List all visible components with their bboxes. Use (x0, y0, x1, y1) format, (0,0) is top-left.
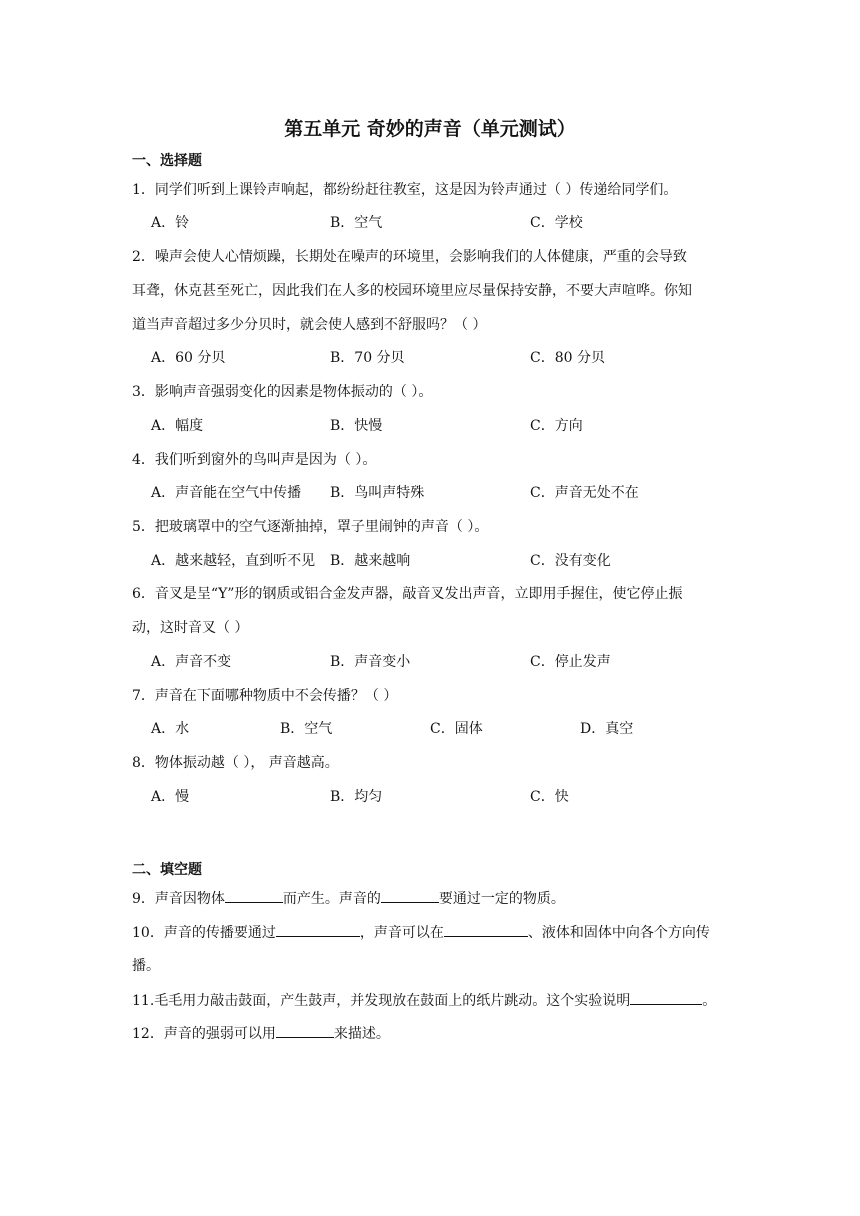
question-6-option-c: C．停止发声 (530, 654, 611, 670)
question-5-option-a: A．越来越轻，直到听不见 (151, 553, 316, 569)
question-2-line-3: 道当声音超过多少分贝时，就会使人感到不舒服吗？（ ） (132, 317, 487, 333)
question-6-option-b: B．声音变小 (330, 654, 411, 670)
question-3-option-c: C．方向 (530, 418, 583, 434)
question-4-option-a: A．声音能在空气中传播 (151, 485, 302, 501)
question-6-line-2: 动，这时音叉（ ） (132, 620, 249, 636)
question-10 (132, 922, 710, 943)
question-7-option-c: C．固体 (430, 721, 483, 737)
question-8-option-c: C．快 (530, 789, 569, 805)
question-8-option-a: A．慢 (151, 789, 190, 805)
question-10-part-3: 、液体和固体中向各个方向传 (527, 925, 710, 941)
question-2-line-1: 2．噪声会使人心情烦躁，长期处在噪声的环境里，会影响我们的人体健康，严重的会导致 (132, 249, 687, 265)
question-9-part-3: 要通过一定的物质。 (438, 891, 565, 907)
question-1-option-a: A．铃 (151, 215, 190, 231)
question-8-stem: 8．物体振动越（ ）， 声音越高。 (132, 755, 339, 771)
question-4-option-b: B．鸟叫声特殊 (330, 485, 425, 501)
question-3-option-b: B．快慢 (330, 418, 383, 434)
section-heading-fill-blank: 二、填空题 (132, 862, 202, 878)
question-6-line-1: 6．音叉是呈“Y”形的钢质或铝合金发声器，敲音叉发出声音，立即用手握住，使它停止振 (132, 586, 683, 602)
question-3-option-a: A．幅度 (151, 418, 204, 434)
question-2-option-b: B．70 分贝 (330, 350, 405, 366)
question-8-option-b: B．均匀 (330, 789, 383, 805)
answer-blank[interactable] (276, 922, 360, 937)
question-2-option-c: C．80 分贝 (530, 350, 605, 366)
question-3-stem: 3．影响声音强弱变化的因素是物体振动的（ ）。 (132, 384, 433, 400)
answer-blank[interactable] (381, 888, 439, 903)
question-10-line-2: 播。 (132, 958, 160, 974)
answer-blank[interactable] (630, 990, 702, 1005)
question-5-option-b: B．越来越响 (330, 553, 411, 569)
question-12-part-1: 12．声音的强弱可以用 (132, 1026, 276, 1042)
question-1-stem: 1．同学们听到上课铃声响起，都纷纷赶往教室，这是因为铃声通过（ ）传递给同学们。 (132, 182, 678, 198)
question-12 (132, 1023, 390, 1044)
question-9-part-1: 9．声音因物体 (132, 891, 225, 907)
question-9-part-2: 而产生。声音的 (282, 891, 381, 907)
page-title: 第五单元 奇妙的声音（单元测试） (284, 118, 576, 140)
question-2-option-a: A．60 分贝 (151, 350, 226, 366)
question-12-part-2: 来描述。 (333, 1026, 390, 1042)
question-9 (132, 888, 565, 909)
question-10-part-2: ，声音可以在 (359, 925, 444, 941)
question-7-option-d: D．真空 (580, 721, 634, 737)
question-2-line-2: 耳聋，休克甚至死亡，因此我们在人多的校园环境里应尽量保持安静，不要大声喧哗。你知 (132, 283, 692, 299)
question-11-part-1: 11.毛毛用力敲击鼓面，产生鼓声，并发现放在鼓面上的纸片跳动。这个实验说明 (132, 993, 631, 1009)
question-4-stem: 4．我们听到窗外的鸟叫声是因为（ ）。 (132, 452, 377, 468)
question-5-stem: 5．把玻璃罩中的空气逐渐抽掉，罩子里闹钟的声音（ ）。 (132, 519, 489, 535)
question-7-stem: 7．声音在下面哪种物质中不会传播？（ ） (132, 688, 398, 704)
question-1-option-b: B．空气 (330, 215, 383, 231)
section-heading-choice: 一、选择题 (132, 153, 202, 169)
question-7-option-a: A．水 (151, 721, 190, 737)
answer-blank[interactable] (225, 888, 283, 903)
question-6-option-a: A．声音不变 (151, 654, 232, 670)
question-1-option-c: C．学校 (530, 215, 583, 231)
question-7-option-b: B．空气 (280, 721, 333, 737)
question-10-part-1: 10．声音的传播要通过 (132, 925, 276, 941)
question-4-option-c: C．声音无处不在 (530, 485, 639, 501)
question-5-option-c: C．没有变化 (530, 553, 611, 569)
question-11-part-2: 。 (702, 993, 717, 1009)
question-11 (132, 990, 716, 1011)
answer-blank[interactable] (276, 1023, 334, 1038)
answer-blank[interactable] (444, 922, 528, 937)
